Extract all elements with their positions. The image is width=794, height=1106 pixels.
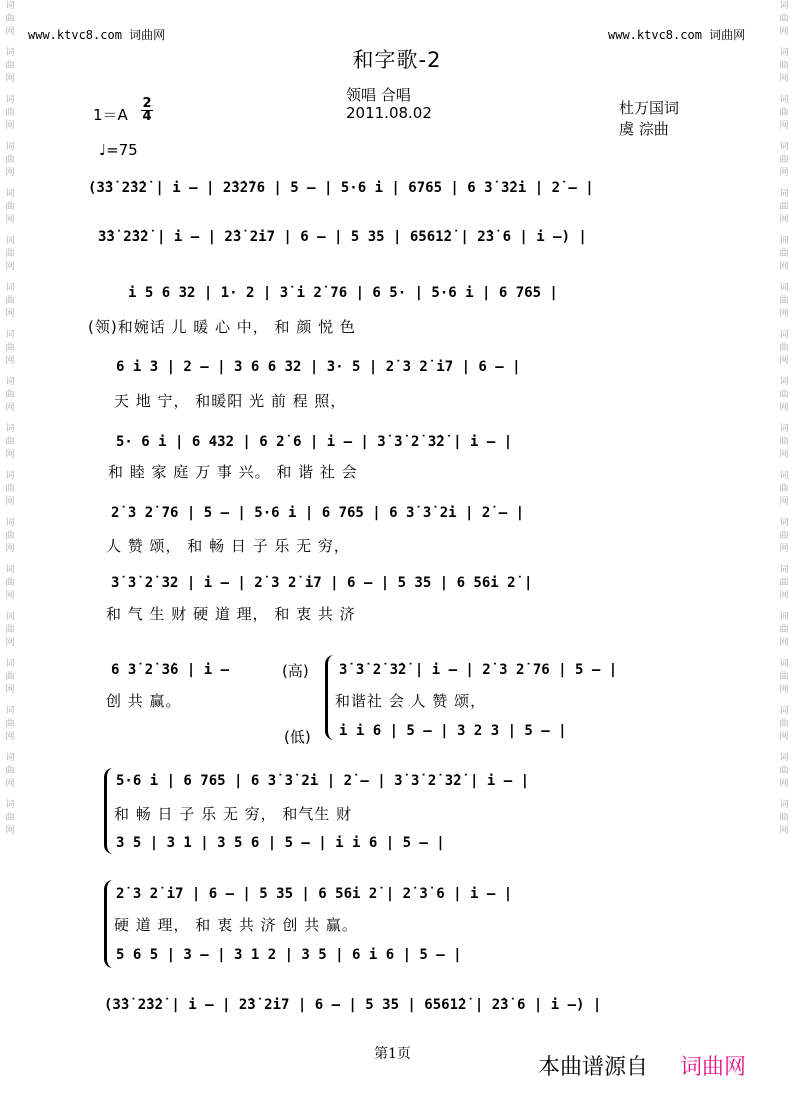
watermark-text: 词曲网 <box>5 48 15 84</box>
duet-2-high-lyric: 和 畅 日 子 乐 无 穷， 和气生 财 <box>114 805 353 823</box>
watermark-text: 词曲网 <box>5 283 15 319</box>
intro-line-2: 3̇3̇ 2̇3̇2̇ | i – | 2̇3̇ 2̇i7 | 6 – | 5 35 | 6561̇2̇ | 2̇3̇ 6 | i –) | <box>98 229 587 245</box>
tempo-mark: ♩=75 <box>99 141 138 159</box>
right-watermark-strip <box>777 0 791 1106</box>
duet-1-low-notes: i i 6 | 5 – | 3 2 3 | 5 – | <box>339 723 567 739</box>
watermark-text: 词曲网 <box>779 565 789 601</box>
watermark-text: 词曲网 <box>779 189 789 225</box>
song-title: 和字歌-2 <box>352 48 442 72</box>
watermark-text: 词曲网 <box>779 236 789 272</box>
watermark-text: 词曲网 <box>5 753 15 789</box>
duet-2-low-notes: 3 5 | 3 1 | 3 5 6 | 5 – | i i 6 | 5 – | <box>116 835 445 851</box>
verse-line-3-lyric: 和 睦 家 庭 万 事 兴。 和 谐 社 会 <box>108 463 358 481</box>
site-header-left[interactable]: www.ktvc8.com 词曲网 <box>28 28 166 42</box>
duet-2-high-notes: 5·6 i | 6 765 | 6 3̇ 3̇ 2̇i | 2̇ – | 3̇ 3̇ 2̇ 3̇2̇ | i – | <box>116 773 530 789</box>
duet-3-high-lyric: 硬 道 理， 和 衷 共 济 创 共 赢。 <box>114 916 358 934</box>
verse-line-1-notes: i 5 6 32 | 1· 2 | 3̇ i 2̇ 76 | 6 5· | 5·6 i | 6 765 | <box>128 285 558 301</box>
verse-line-4-lyric: 人 赞 颂， 和 畅 日 子 乐 无 穷， <box>106 537 350 555</box>
watermark-text: 词曲网 <box>779 48 789 84</box>
watermark-text: 词曲网 <box>5 565 15 601</box>
watermark-text: 词曲网 <box>779 753 789 789</box>
watermark-text: 词曲网 <box>5 612 15 648</box>
intro-line-1: (3̇3̇ 2̇3̇2̇ | i – | 2̇3̇2̇76 | 5 – | 5·6 i | 6765 | 6 3̇ 3̇2̇i | 2̇ – | <box>88 180 594 196</box>
watermark-text: 词曲网 <box>5 1 15 37</box>
watermark-text: 词曲网 <box>5 330 15 366</box>
verse-line-1-lyric: (领)和婉话 儿 暖 心 中， 和 颜 悦 色 <box>88 318 356 336</box>
composer: 虞 淙曲 <box>619 120 669 138</box>
watermark-text: 词曲网 <box>5 377 15 413</box>
watermark-text: 词曲网 <box>779 330 789 366</box>
watermark-text: 词曲网 <box>779 659 789 695</box>
duet-3-high-notes: 2̇ 3 2̇ i7 | 6 – | 5 35 | 6 56i 2̇ | 2̇ 3̇ 6 | i – | <box>116 886 513 902</box>
watermark-text: 词曲网 <box>779 471 789 507</box>
watermark-text: 词曲网 <box>5 236 15 272</box>
verse-line-2-notes: 6 i 3 | 2 – | 3 6 6 32 | 3· 5 | 2̇ 3 2̇ i7 | 6 – | <box>116 359 521 375</box>
time-signature <box>141 98 153 123</box>
low-voice-label: (低) <box>284 728 311 746</box>
high-voice-label: (高) <box>282 662 309 680</box>
verse-line-5-lyric: 和 气 生 财 硬 道 理， 和 衷 共 济 <box>106 605 356 623</box>
watermark-text: 词曲网 <box>5 518 15 554</box>
watermark-text: 词曲网 <box>779 612 789 648</box>
outro-line: (3̇3̇ 2̇3̇2̇ | i – | 2̇3̇ 2̇i7 | 6 – | 5 35 | 6561̇2̇ | 2̇3̇ 6 | i –) | <box>104 997 602 1013</box>
site-header-right[interactable]: www.ktvc8.com 词曲网 <box>608 28 746 42</box>
watermark-text: 词曲网 <box>779 518 789 554</box>
verse-line-2-lyric: 天 地 宁， 和暖阳 光 前 程 照， <box>114 392 347 410</box>
date: 2011.08.02 <box>346 104 432 122</box>
lyricist: 杜万国词 <box>619 99 680 117</box>
source-brand-link[interactable]: 词曲网 <box>680 1055 747 1080</box>
singing-mode: 领唱 合唱 <box>346 86 411 104</box>
verse-line-5-notes: 3̇ 3̇ 2̇ 32 | i – | 2̇ 3 2̇ i7 | 6 – | 5 35 | 6 56i 2̇ | <box>111 575 533 591</box>
duet-1-high-notes: 3̇ 3̇ 2̇ 3̇2̇ | i – | 2̇ 3 2̇ 76 | 5 – | <box>339 662 618 678</box>
time-signature-bottom: 4 <box>142 109 152 124</box>
watermark-text: 词曲网 <box>5 95 15 131</box>
watermark-text: 词曲网 <box>779 95 789 131</box>
watermark-text: 词曲网 <box>5 800 15 836</box>
duet-1-lead-notes: 6 3̇ 2̇ 3̇6 | i – <box>111 662 230 678</box>
watermark-text: 词曲网 <box>5 142 15 178</box>
key-signature: 1＝A <box>93 106 128 124</box>
watermark-text: 词曲网 <box>779 1 789 37</box>
duet-1-high-lyric: 和谐社 会 人 赞 颂， <box>335 692 487 710</box>
watermark-text: 词曲网 <box>5 189 15 225</box>
duet-3-low-notes: 5 6 5 | 3 – | 3 1 2 | 3 5 | 6 i 6 | 5 – | <box>116 947 462 963</box>
left-watermark-strip <box>3 0 17 1106</box>
watermark-text: 词曲网 <box>5 706 15 742</box>
voice-bracket <box>325 655 334 740</box>
source-label: 本曲谱源自 <box>538 1055 649 1080</box>
page-number: 第1页 <box>374 1046 411 1062</box>
duet-1-lead-lyric: 创 共 赢。 <box>106 692 182 710</box>
watermark-text: 词曲网 <box>779 706 789 742</box>
watermark-text: 词曲网 <box>779 424 789 460</box>
watermark-text: 词曲网 <box>5 659 15 695</box>
voice-bracket <box>104 880 113 968</box>
verse-line-4-notes: 2̇ 3 2̇ 76 | 5 – | 5·6 i | 6 765 | 6 3̇ 3̇ 2̇i | 2̇ – | <box>111 505 525 521</box>
watermark-text: 词曲网 <box>5 471 15 507</box>
time-signature-top: 2 <box>142 96 152 111</box>
watermark-text: 词曲网 <box>779 142 789 178</box>
watermark-text: 词曲网 <box>779 377 789 413</box>
watermark-text: 词曲网 <box>5 424 15 460</box>
voice-bracket <box>104 768 113 854</box>
verse-line-3-notes: 5· 6 i | 6 432 | 6 2̇ 6 | i – | 3̇ 3̇ 2̇ 3̇2̇ | i – | <box>116 434 513 450</box>
watermark-text: 词曲网 <box>779 283 789 319</box>
watermark-text: 词曲网 <box>779 800 789 836</box>
